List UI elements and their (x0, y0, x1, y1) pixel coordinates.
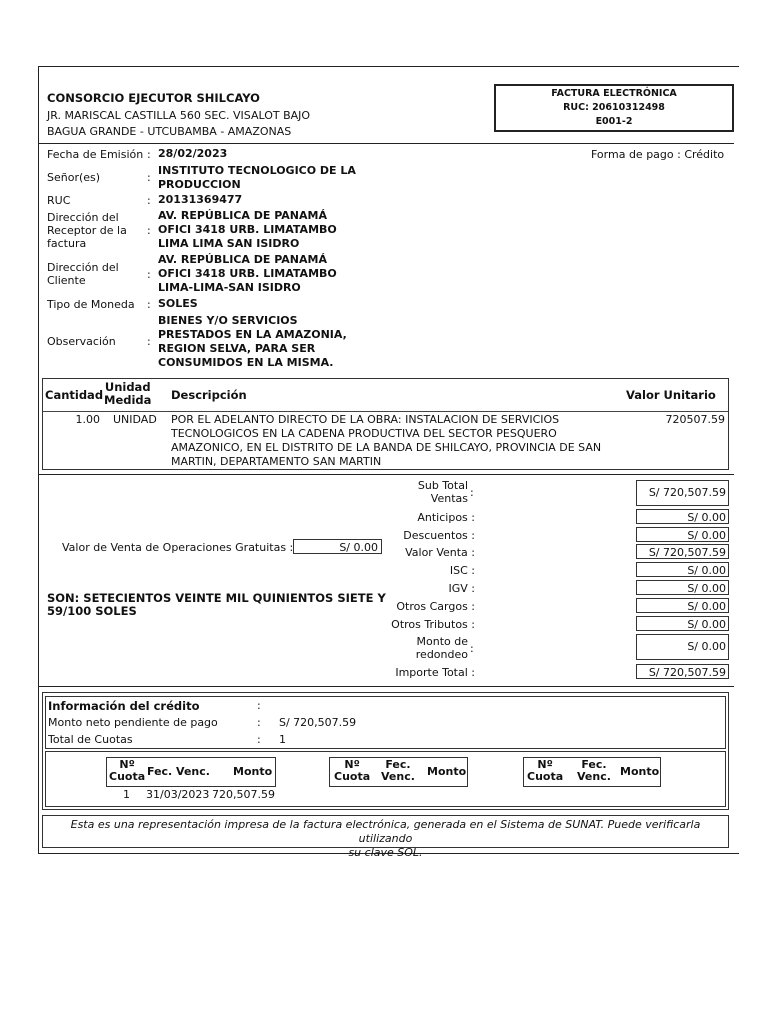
footer-line-1: Esta es una representación impresa de la factura electrónica, generada en el Sistema de SUNAT. Puede verificarla utilizando (70, 818, 701, 845)
dir-cliente-label-2: Cliente (47, 274, 86, 287)
items-table (42, 378, 729, 470)
dir-cliente-value-2: OFICI 3418 URB. LIMATAMBO (158, 267, 337, 280)
col-no-1: Nº (119, 758, 135, 771)
gratuitas-label: Valor de Venta de Operaciones Gratuitas : (62, 541, 294, 554)
ruc-label: RUC (47, 194, 71, 207)
observacion-value-2: PRESTADOS EN LA AMAZONIA, (158, 328, 347, 341)
col-fec-venc (381, 759, 415, 783)
valor-venta-label: Valor Venta : (405, 546, 475, 559)
colon: : (147, 335, 151, 348)
colon: : (147, 224, 151, 237)
credit-title: Información del crédito (48, 699, 200, 713)
total-cuotas-value: 1 (279, 733, 286, 746)
redondeo-label (380, 635, 468, 661)
row-valor-unitario: 720507.59 (665, 413, 725, 426)
col-monto: Monto (427, 765, 467, 778)
otros-tributos-label: Otros Tributos : (391, 618, 475, 631)
colon: : (147, 298, 151, 311)
col-no-2: Cuota (334, 770, 371, 783)
row-desc-1: POR EL ADELANTO DIRECTO DE LA OBRA: INSTALACION DE SERVICIOS (171, 413, 560, 426)
monto-pendiente-label: Monto neto pendiente de pago (48, 716, 218, 729)
anticipos-value: S/ 0.00 (636, 509, 729, 524)
row-desc-2: TECNOLOGICOS EN LA CADENA PRODUCTIVA DEL SECTOR PESQUERO (171, 427, 557, 440)
descuentos-value: S/ 0.00 (636, 527, 729, 542)
senor-label: Señor(es) (47, 171, 101, 184)
colon: : (257, 699, 261, 712)
cuotas-table-3-header (523, 757, 661, 787)
table-header-divider (43, 411, 728, 412)
col-no-2: Cuota (527, 770, 564, 783)
col-unidad-2: Medida (104, 393, 152, 407)
col-monto: Monto (233, 765, 273, 778)
dir-receptor-value-3: LIMA LIMA SAN ISIDRO (158, 237, 300, 250)
col-monto: Monto (620, 765, 660, 778)
forma-pago: Forma de pago : Crédito (591, 148, 725, 161)
colon: : (147, 171, 151, 184)
col-no-cuota (334, 759, 370, 783)
observacion-label: Observación (47, 335, 116, 348)
row-desc-3: AMAZONICO, EN EL DISTRITO DE LA BANDA DE SHILCAYO, PROVINCIA DE SAN (171, 441, 602, 454)
senor-value-2: PRODUCCION (158, 178, 241, 191)
amount-in-words-1: SON: SETECIENTOS VEINTE MIL QUINIENTOS SIETE Y (47, 591, 386, 605)
col-valor-unitario: Valor Unitario (626, 388, 716, 402)
col-cantidad: Cantidad (45, 388, 104, 402)
dir-receptor-value-2: OFICI 3418 URB. LIMATAMBO (158, 223, 337, 236)
redondeo-label-1: Monto de (416, 635, 468, 648)
totals-divider (38, 474, 734, 475)
document-type-box (494, 84, 734, 132)
subtotal-label-2: Ventas (430, 492, 468, 505)
col-unidad-medida (104, 381, 151, 407)
col-no-cuota (109, 759, 145, 783)
company-name: CONSORCIO EJECUTOR SHILCAYO (47, 91, 260, 105)
colon: : (470, 642, 474, 655)
total-cuotas-label: Total de Cuotas (48, 733, 133, 746)
col-fec-1: Fec. (581, 758, 607, 771)
dir-cliente-label-1: Dirección del (47, 261, 119, 274)
issuer-ruc: RUC: 20610312498 (563, 102, 665, 113)
dir-cliente-value-1: AV. REPÚBLICA DE PANAMÁ (158, 253, 327, 266)
cuota-row-fec: 31/03/2023 (146, 788, 210, 801)
moneda-label: Tipo de Moneda (47, 298, 135, 311)
document-type: FACTURA ELECTRÓNICA (551, 88, 677, 99)
amount-in-words-2: 59/100 SOLES (47, 604, 137, 618)
senor-value-1: INSTITUTO TECNOLOGICO DE LA (158, 164, 356, 177)
observacion-value-1: BIENES Y/O SERVICIOS (158, 314, 298, 327)
otros-cargos-value: S/ 0.00 (636, 598, 729, 613)
col-no-1: Nº (537, 758, 553, 771)
colon: : (147, 268, 151, 281)
subtotal-label (380, 479, 468, 505)
gratuitas-value: S/ 0.00 (293, 539, 382, 554)
colon: : (257, 716, 261, 729)
col-no-1: Nº (344, 758, 360, 771)
credit-divider (38, 686, 734, 687)
fecha-label: Fecha de Emisión (47, 148, 144, 161)
valor-venta-value: S/ 720,507.59 (636, 544, 729, 559)
otros-tributos-value: S/ 0.00 (636, 616, 729, 631)
col-fec-1: Fec. (385, 758, 411, 771)
subtotal-label-1: Sub Total (417, 479, 468, 492)
subtotal-value: S/ 720,507.59 (636, 480, 729, 506)
colon: : (470, 486, 474, 499)
colon: : (147, 194, 151, 207)
document-number: E001-2 (595, 116, 633, 127)
dir-receptor-label-2: Receptor de la (47, 224, 127, 237)
descuentos-label: Descuentos : (403, 529, 475, 542)
footer-line-2: su clave SOL. (348, 846, 423, 859)
col-unidad-1: Unidad (104, 380, 151, 394)
col-fec-venc: Fec. Venc. (147, 765, 210, 778)
cuotas-table-1-header (106, 757, 276, 787)
cuota-row-monto: 720,507.59 (212, 788, 275, 801)
dir-receptor-label-3: factura (47, 237, 87, 250)
col-fec-venc (577, 759, 611, 783)
monto-pendiente-value: S/ 720,507.59 (279, 716, 357, 729)
otros-cargos-label: Otros Cargos : (396, 600, 475, 613)
cuotas-table-2-header (329, 757, 468, 787)
isc-label: ISC : (449, 564, 475, 577)
importe-total-label: Importe Total : (395, 666, 475, 679)
row-unidad: UNIDAD (113, 413, 157, 426)
moneda-value: SOLES (158, 297, 198, 310)
igv-label: IGV : (448, 582, 475, 595)
dir-cliente-value-3: LIMA-LIMA-SAN ISIDRO (158, 281, 301, 294)
colon: : (147, 148, 151, 161)
ruc-value: 20131369477 (158, 193, 243, 206)
footer-note (42, 815, 729, 859)
col-descripcion: Descripción (171, 388, 247, 402)
redondeo-label-2: redondeo (415, 648, 468, 661)
colon: : (257, 733, 261, 746)
igv-value: S/ 0.00 (636, 580, 729, 595)
row-cantidad: 1.00 (75, 413, 100, 426)
observacion-value-4: CONSUMIDOS EN LA MISMA. (158, 356, 334, 369)
dir-receptor-label-1: Dirección del (47, 211, 119, 224)
dir-receptor-value-1: AV. REPÚBLICA DE PANAMÁ (158, 209, 327, 222)
company-address-1: JR. MARISCAL CASTILLA 560 SEC. VISALOT BAJO (47, 109, 311, 122)
redondeo-value: S/ 0.00 (636, 634, 729, 660)
company-address-2: BAGUA GRANDE - UTCUBAMBA - AMAZONAS (47, 125, 292, 138)
importe-total-value: S/ 720,507.59 (636, 664, 729, 679)
col-no-cuota (527, 759, 563, 783)
header-divider (38, 143, 734, 144)
col-fec-2: Venc. (381, 770, 415, 783)
cuota-row-no: 1 (123, 788, 130, 801)
col-no-2: Cuota (109, 770, 146, 783)
col-fec-2: Venc. (577, 770, 611, 783)
anticipos-label: Anticipos : (417, 511, 475, 524)
row-desc-4: MARTIN, DEPARTAMENTO SAN MARTIN (171, 455, 382, 468)
isc-value: S/ 0.00 (636, 562, 729, 577)
observacion-value-3: REGION SELVA, PARA SER (158, 342, 316, 355)
fecha-value: 28/02/2023 (158, 147, 228, 160)
